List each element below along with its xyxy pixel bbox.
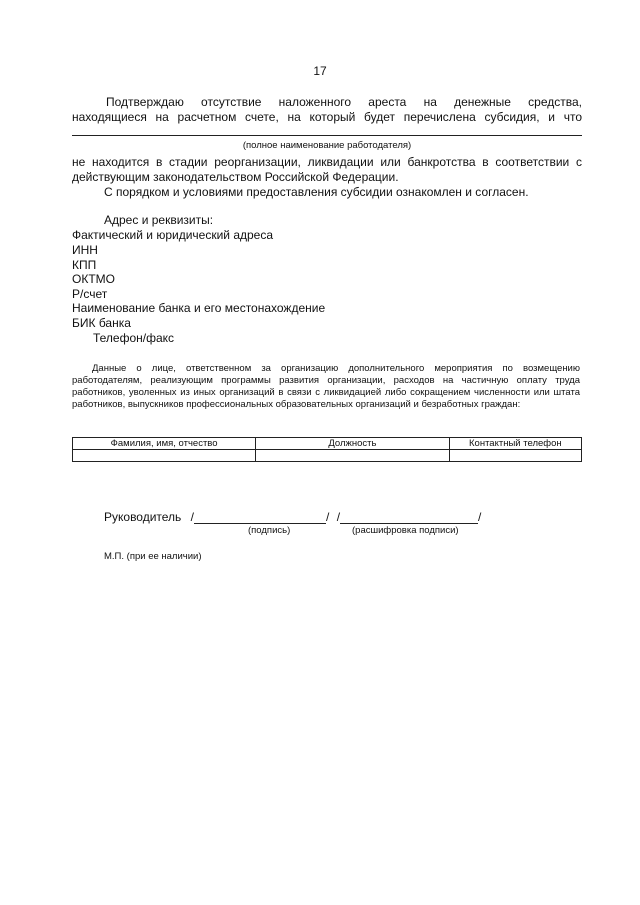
requisite-account: Р/счет xyxy=(72,287,108,301)
stamp-note: М.П. (при ее наличии) xyxy=(104,551,202,562)
responsible-person-text: Данные о лице, ответственном за организацию дополнительного мероприятия по возмещению работодателям, реализующим программы развития организации, расходов на частичную оплату труда работников, уволенных из иных организаций в связи с ликвидацией либо сокращением численности или штата работников, выпускников профессиональных образовательных организаций и безработных граждан: xyxy=(72,363,580,410)
decoding-field[interactable] xyxy=(340,511,478,524)
slash-1: / xyxy=(190,510,194,524)
slash-3: / xyxy=(336,510,341,524)
employer-name-caption: (полное наименование работодателя) xyxy=(242,140,412,151)
signature-line xyxy=(104,510,481,524)
paragraph-status-line-1: не находится в стадии реорганизации, ликвидации или банкротства в соответствии с xyxy=(72,155,582,169)
header-phone: Контактный телефон xyxy=(449,438,581,450)
table-header-row xyxy=(73,438,582,450)
cell-phone[interactable] xyxy=(449,450,581,462)
requisite-kpp: КПП xyxy=(72,258,97,272)
requisite-inn: ИНН xyxy=(72,243,98,257)
requisite-address: Фактический и юридический адреса xyxy=(72,228,274,242)
contacts-table xyxy=(72,437,582,462)
table-row xyxy=(73,450,582,462)
page-number: 17 xyxy=(313,64,327,78)
requisite-phone: Телефон/факс xyxy=(93,331,175,345)
header-position: Должность xyxy=(256,438,449,450)
slash-2: / xyxy=(326,510,330,524)
requisite-oktmo: ОКТМО xyxy=(72,272,115,286)
signature-label: Руководитель xyxy=(104,510,182,524)
paragraph-confirm-line-2: находящиеся на расчетном счете, на который будет перечислена субсидия, и что xyxy=(72,110,582,124)
paragraph-confirm-line-1: Подтверждаю отсутствие наложенного ареста на денежные средства, xyxy=(106,95,582,109)
paragraph-status-line-2: действующим законодательством Российской Федерации. xyxy=(72,170,399,184)
requisite-bank: Наименование банка и его местонахождение xyxy=(72,301,326,315)
cell-full-name[interactable] xyxy=(73,450,256,462)
paragraph-agreement: С порядком и условиями предоставления субсидии ознакомлен и согласен. xyxy=(104,185,529,199)
signature-field[interactable] xyxy=(194,511,326,524)
cell-position[interactable] xyxy=(256,450,449,462)
employer-name-line[interactable] xyxy=(72,135,582,136)
slash-4: / xyxy=(478,510,482,524)
signature-caption: (подпись) xyxy=(248,525,291,536)
decoding-caption: (расшифровка подписи) xyxy=(352,525,459,536)
header-full-name: Фамилия, имя, отчество xyxy=(73,438,256,450)
requisite-bik: БИК банка xyxy=(72,316,131,330)
requisites-heading: Адрес и реквизиты: xyxy=(104,213,214,227)
